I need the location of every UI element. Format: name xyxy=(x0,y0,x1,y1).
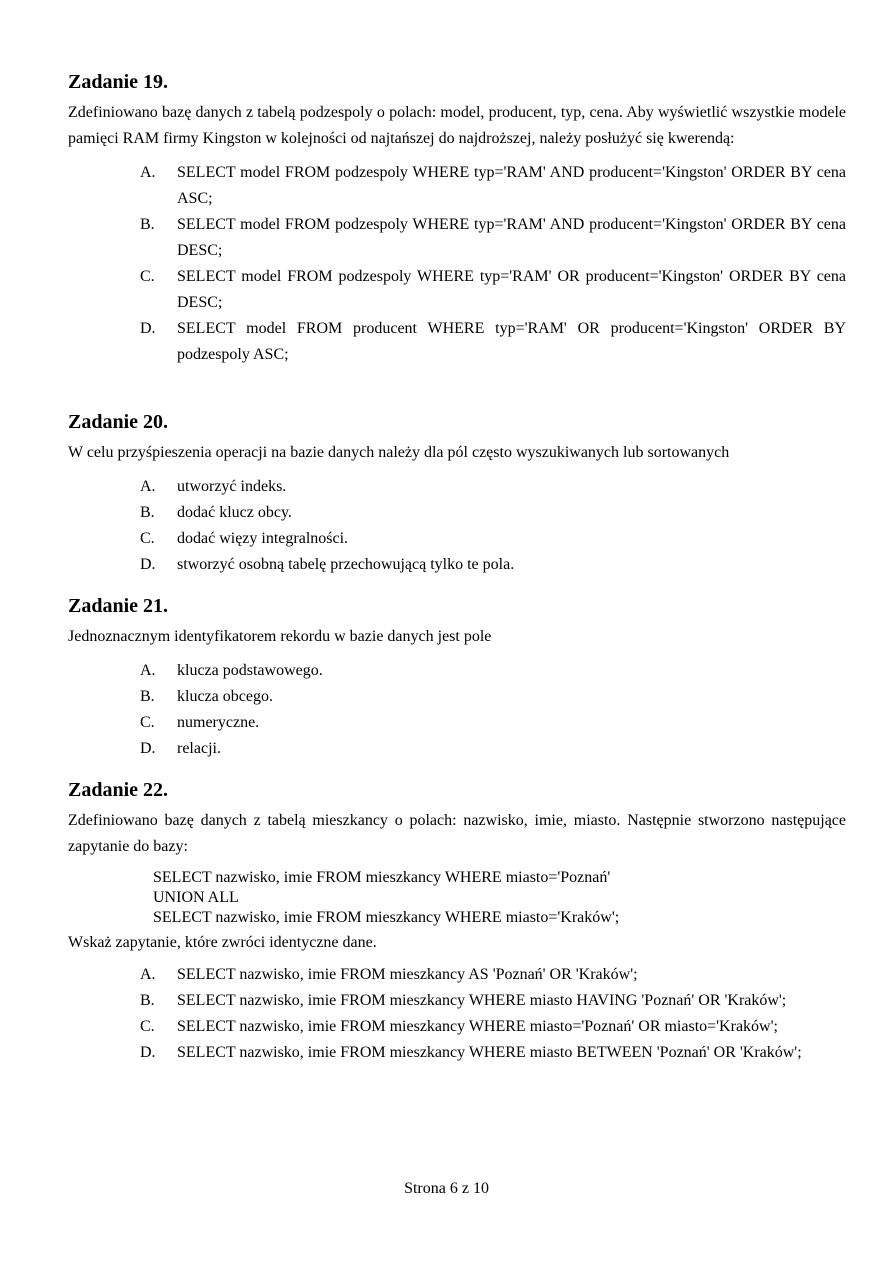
answer-text: SELECT model FROM producent WHERE typ='RAM' OR producent='Kingston' ORDER BY podzespoly ASC; xyxy=(177,320,846,363)
answer-text: SELECT model FROM podzespoly WHERE typ='RAM' OR producent='Kingston' ORDER BY cena DESC; xyxy=(177,268,846,311)
code-line: SELECT nazwisko, imie FROM mieszkancy WHERE miasto='Poznań' xyxy=(153,869,611,886)
answer-text: utworzyć indeks. xyxy=(177,478,287,495)
answer-letter: A. xyxy=(140,662,156,679)
answer-list xyxy=(68,962,846,1066)
answer-letter: B. xyxy=(140,216,155,233)
task-question-followup: Wskaż zapytanie, które zwróci identyczne dane. xyxy=(68,934,377,951)
answer-option xyxy=(68,212,846,264)
answer-option xyxy=(68,658,846,684)
task-question: W celu przyśpieszenia operacji na bazie danych należy dla pól często wyszukiwanych lub sortowanych xyxy=(68,444,730,461)
answer-text: dodać klucz obcy. xyxy=(177,504,292,521)
answer-text: klucza obcego. xyxy=(177,688,273,705)
task-21 xyxy=(68,594,846,762)
answer-option xyxy=(68,264,846,316)
answer-option xyxy=(68,160,846,212)
answer-text: dodać więzy integralności. xyxy=(177,530,349,547)
answer-text: SELECT nazwisko, imie FROM mieszkancy WHERE miasto HAVING 'Poznań' OR 'Kraków'; xyxy=(177,992,787,1009)
task-title: Zadanie 22. xyxy=(68,779,169,801)
answer-letter: D. xyxy=(140,320,156,337)
answer-letter: B. xyxy=(140,504,155,521)
answer-option xyxy=(68,988,846,1014)
answer-option xyxy=(68,526,846,552)
task-20 xyxy=(68,410,846,578)
answer-text: SELECT nazwisko, imie FROM mieszkancy WHERE miasto='Poznań' OR miasto='Kraków'; xyxy=(177,1018,778,1035)
answer-list xyxy=(68,658,846,762)
answer-list xyxy=(68,474,846,578)
answer-option xyxy=(68,684,846,710)
code-line: SELECT nazwisko, imie FROM mieszkancy WHERE miasto='Kraków'; xyxy=(153,909,620,926)
answer-text: relacji. xyxy=(177,740,221,757)
answer-text: SELECT model FROM podzespoly WHERE typ='RAM' AND producent='Kingston' ORDER BY cena DESC; xyxy=(177,216,846,259)
answer-letter: C. xyxy=(140,1018,155,1035)
answer-text: klucza podstawowego. xyxy=(177,662,323,679)
answer-text: numeryczne. xyxy=(177,714,260,731)
task-title: Zadanie 19. xyxy=(68,71,169,93)
answer-option xyxy=(68,316,846,368)
answer-letter: C. xyxy=(140,268,155,285)
page-number: Strona 6 z 10 xyxy=(404,1180,489,1197)
answer-text: SELECT nazwisko, imie FROM mieszkancy AS 'Poznań' OR 'Kraków'; xyxy=(177,966,638,983)
answer-letter: B. xyxy=(140,992,155,1009)
answer-text: SELECT model FROM podzespoly WHERE typ='RAM' AND producent='Kingston' ORDER BY cena ASC; xyxy=(177,164,846,207)
answer-option xyxy=(68,1014,846,1040)
task-title: Zadanie 20. xyxy=(68,411,169,433)
answer-option xyxy=(68,736,846,762)
answer-text: stworzyć osobną tabelę przechowującą tylko te pola. xyxy=(177,556,515,573)
answer-option xyxy=(68,552,846,578)
answer-letter: C. xyxy=(140,714,155,731)
code-line: UNION ALL xyxy=(153,889,239,906)
sql-code-block xyxy=(153,868,846,928)
answer-letter: A. xyxy=(140,164,156,181)
task-22 xyxy=(68,778,846,1066)
task-question: Zdefiniowano bazę danych z tabelą mieszkancy o polach: nazwisko, imie, miasto. Następnie stworzono następujące zapytanie do bazy: xyxy=(68,812,846,855)
task-19 xyxy=(68,70,846,368)
answer-option xyxy=(68,1040,846,1066)
answer-letter: D. xyxy=(140,556,156,573)
answer-option xyxy=(68,962,846,988)
answer-letter: C. xyxy=(140,530,155,547)
task-question: Jednoznacznym identyfikatorem rekordu w bazie danych jest pole xyxy=(68,628,492,645)
answer-option xyxy=(68,474,846,500)
task-title: Zadanie 21. xyxy=(68,595,169,617)
answer-letter: A. xyxy=(140,966,156,983)
answer-list xyxy=(68,160,846,368)
task-question: Zdefiniowano bazę danych z tabelą podzespoly o polach: model, producent, typ, cena. Aby wyświetlić wszystkie modele pamięci RAM firmy Kingston w kolejności od najtańszej do najdroższej, należy posłużyć się kwerendą: xyxy=(68,104,846,147)
answer-text: SELECT nazwisko, imie FROM mieszkancy WHERE miasto BETWEEN 'Poznań' OR 'Kraków'; xyxy=(177,1044,802,1061)
answer-letter: A. xyxy=(140,478,156,495)
answer-letter: D. xyxy=(140,1044,156,1061)
answer-option xyxy=(68,710,846,736)
answer-option xyxy=(68,500,846,526)
answer-letter: D. xyxy=(140,740,156,757)
answer-letter: B. xyxy=(140,688,155,705)
